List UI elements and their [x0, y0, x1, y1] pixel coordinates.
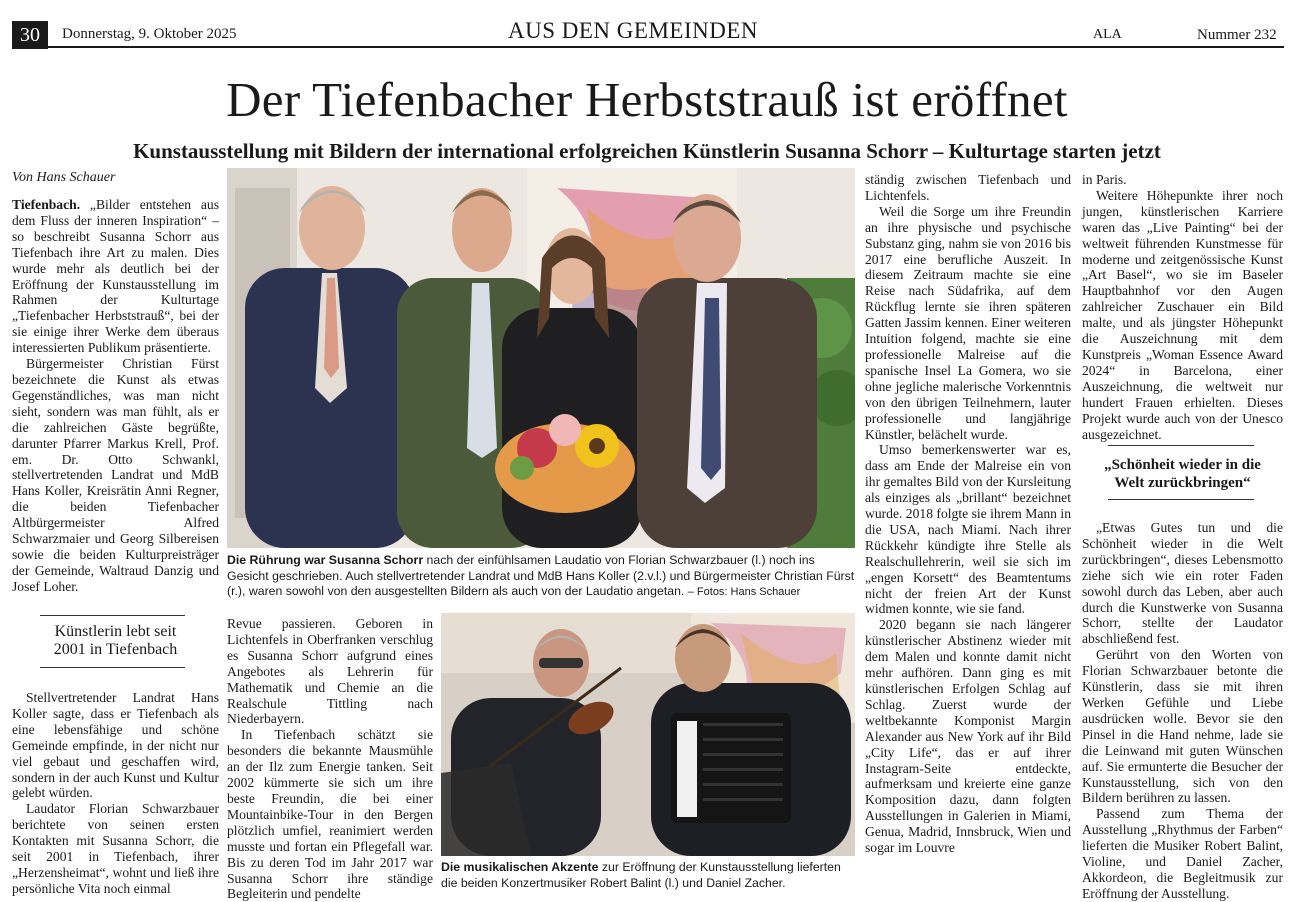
photo-credit: – Fotos: Hans Schauer: [687, 586, 801, 598]
article-column-4-continued: [1082, 520, 1283, 902]
paragraph: in Paris.: [1082, 172, 1127, 187]
issue-number: Nummer 232: [1197, 27, 1277, 43]
paragraph-text: „Bilder entstehen aus dem Fluss der inneren Inspiration“ – so beschreibt Susanna Schorr aus Tiefenbach ihre Art zu malen. Dies wurde mehr als deutlich bei der Eröffnung der Kunstausstellung im Rahmen der Kulturtage „Tiefenbacher Herbststrauß“, bei der sie einige ihrer Werke dem überaus interessierten Publikum präsentierte.: [12, 197, 219, 356]
paragraph: [12, 197, 219, 356]
photo-caption-1: [227, 553, 855, 601]
paragraph: Laudator Florian Schwarzbauer berichtete von seinen ersten Kontakten mit Susanna Schorr, die seit 2001 in Tiefenbach, ihrer „Herzensheimat“, wohnt und ließ ihre persönliche Vita noch einmal: [12, 801, 219, 896]
box-rule-top: [1108, 445, 1254, 446]
region-code: ALA: [1093, 27, 1122, 42]
box-rule-bottom: [1108, 499, 1254, 500]
header-rule: [12, 46, 1284, 48]
intertitle-box-2: [1082, 456, 1283, 492]
page-number: 30: [12, 21, 48, 49]
section-title: AUS DEN GEMEINDEN: [508, 18, 758, 43]
headline: Der Tiefenbacher Herbststrauß ist eröffnet: [226, 72, 1068, 127]
photo-caption-2: [441, 860, 855, 891]
article-column-2: [227, 616, 433, 902]
article-column-1-continued: [12, 690, 219, 897]
paragraph: „Etwas Gutes tun und die Schönheit wieder in die Welt zurückbringen“, dieses Lebensmotto ziehe sich wie ein roter Faden sowohl durch das Leben, aber auch durch die Kunstwerke von Susanna Schorr, stellte der Laudator abschließend fest.: [1082, 520, 1283, 647]
caption-text: zur Eröffnung der Kunstausstellung lieferten die beiden Konzertmusiker Robert Balint (l.) und Daniel Zacher.: [441, 860, 841, 890]
intertitle-line: 2001 in Tiefenbach: [53, 641, 178, 658]
intertitle-box-1: [12, 623, 219, 659]
paragraph: Umso bemerkenswerter war es, dass am Ende der Malreise ein von ihr gemaltes Bild von der Kursleitung als einziges als „brillant“ bezeichnet wurde. 2018 folgte sie ihrem Mann in die USA, nach Miami. Nach ihrer Rückkehr kündigte ihre Stelle als Realschullehrerin, weil sie sich im „engen Korsett“ des Beamtentums nicht der freien Art der Kunst widmen konnte, wie sie fand.: [865, 442, 1071, 617]
article-column-3: [865, 172, 1071, 856]
musicians-photo-illustration: [441, 613, 855, 856]
intertitle-line: „Schönheit wieder in die: [1104, 457, 1261, 473]
group-photo-illustration: [227, 168, 855, 548]
paragraph: Revue passieren. Geboren in Lichtenfels in Oberfranken verschlug es Susanna Schorr aufgrund eines Angebotes als Lehrerin für Mathematik und Chemie an die Realschule Tittling nach Niederbayern.: [227, 616, 433, 727]
paragraph: Gerührt von den Worten von Florian Schwarzbauer betonte die Künstlerin, dass sie mit ihren Werken Gefühle und Liebe ausdrücken wolle. Bevor sie den Pinsel in die Hand nehme, lade sie die Leinwand mit guten Wünschen auf. Sie ermunterte die Besucher der Kunstausstellung, sich von den Bildern berühren zu lassen.: [1082, 647, 1283, 806]
caption-lead: Die musikalischen Akzente: [441, 860, 599, 874]
intertitle-line: Welt zurückbringen“: [1114, 475, 1251, 491]
paragraph: Passend zum Thema der Ausstellung „Rhythmus der Farben“ lieferten die Musiker Robert Balint, Violine, und Daniel Zacher, Akkordeon, die Begleitmusik zur Eröffnung der Ausstellung.: [1082, 806, 1283, 901]
paragraph: Weitere Höhepunkte ihrer noch jungen, künstlerischen Karriere waren das „Live Painting“ bei der weltweit führenden Kunstmesse für moderne und zeitgenössische Kunst „Art Basel“, wo sie im Baseler Hauptbahnhof vor den Augen zahlreicher Zuschauer ein Bild malte, und als jüngster Höhepunkt die Auszeichnung mit dem Kunstpreis „Woman Essence Award 2024“ in Barcelona, einer Auszeichnung, die weltweit nur hundert Frauen erhielten. Dieses Projekt wurde auch von der Unesco ausgezeichnet.: [1082, 187, 1283, 442]
paragraph: Weil die Sorge um ihre Freundin an ihre physische und psychische Substanz ging, nahm sie von 2016 bis 2017 eine berufliche Auszeit. In diesem Zeitraum machte sie eine Reise nach Südafrika, auf dem Rückflug lernte sie ihren späteren Gatten Jassim kennen. Einer weiteren Intuition folgend, machte sie eine professionelle Malreise auf die spanische Insel La Gomera, wo sie ohne jegliche malerische Vorkenntnis von den übrigen Teilnehmern, lauter professionelle und langjährige Künstler, belächelt wurde.: [865, 203, 1071, 442]
paragraph: 2020 begann sie nach längerer künstlerischer Abstinenz wieder mit dem Malen und konnte damit nicht mehr aufhören. Dann ging es mit künstlerischen Erfolgen Schlag auf Schlag. Zuerst wurde der weltbekannte Komponist Margin Alexander aus New York auf ihr Bild „City Life“, das er auf ihrer Instagram-Seite entdeckte, aufmerksam und kreierte eine ganze Komposition dazu, dann folgten Ausstellungen in Galerien in Miami, Genua, Madrid, Innsbruck, Wien und sogar im Louvre: [865, 617, 1071, 856]
box-rule-top: [40, 615, 185, 616]
subheadline: Kunstausstellung mit Bildern der international erfolgreichen Künstlerin Susanna Schorr – Kulturtage starten jetzt: [133, 139, 1161, 163]
paragraph: Bürgermeister Christian Fürst bezeichnete die Kunst als etwas Gegenständliches, was man nicht sieht, sondern was man fühlt, als er die zahlreichen Gäste begrüßte, darunter Pfarrer Markus Krell, Prof. em. Dr. Otto Schwankl, stellvertretenden Landrat und MdB Hans Koller, Kreisrätin Anni Regner, die beiden Tiefenbacher Altbürgermeister Alfred Schwarzmaier und Georg Silbereisen sowie die beiden Kulturpreisträger der Gemeinde, Waltraud Danzig und Josef Loher.: [12, 356, 219, 594]
dateline: Tiefenbach.: [12, 197, 81, 212]
article-column-4: [1082, 172, 1283, 442]
intertitle-line: Künstlerin lebt seit: [54, 623, 177, 640]
box-rule-bottom: [40, 667, 185, 668]
paragraph: Stellvertretender Landrat Hans Koller sagte, dass er Tiefenbach als eine lebensfähige und schöne Gemeinde empfinde, in der nicht nur viel gebaut und geschaffen wird, sondern in der auch Kunst und Kultur gelebt würden.: [12, 690, 219, 801]
paragraph: ständig zwischen Tiefenbach und Lichtenfels.: [865, 172, 1071, 203]
caption-text: nach der einfühlsamen Laudatio von Florian Schwarzbauer (l.) noch ins Gesicht geschrieben. Auch stellvertretender Landrat und MdB Hans Koller (2.v.l.) und Bürgermeister Christian Fürst (r.), waren sowohl von den ausgestellten Bildern als auch von der Laudatio angetan.: [227, 553, 855, 598]
photo-group-portrait: [227, 168, 855, 548]
issue-date: Donnerstag, 9. Oktober 2025: [62, 26, 237, 42]
caption-lead: Die Rührung war Susanna Schorr: [227, 553, 424, 567]
paragraph: In Tiefenbach schätzt sie besonders die bekannte Mausmühle an der Ilz zum Energie tanken. Seit 2002 kümmerte sie sich um ihre beste Freundin, die bei einer Mountainbike-Tour in den Bergen plötzlich umfiel, reanimiert werden musste und fortan ein Pflegefall war. Bis zu deren Tod im Jahr 2017 war Susanna Schorr ihre ständige Begleiterin und pendelte: [227, 727, 433, 902]
photo-musicians: [441, 613, 855, 856]
article-column-1: [12, 197, 219, 595]
author-byline: Von Hans Schauer: [12, 170, 116, 185]
